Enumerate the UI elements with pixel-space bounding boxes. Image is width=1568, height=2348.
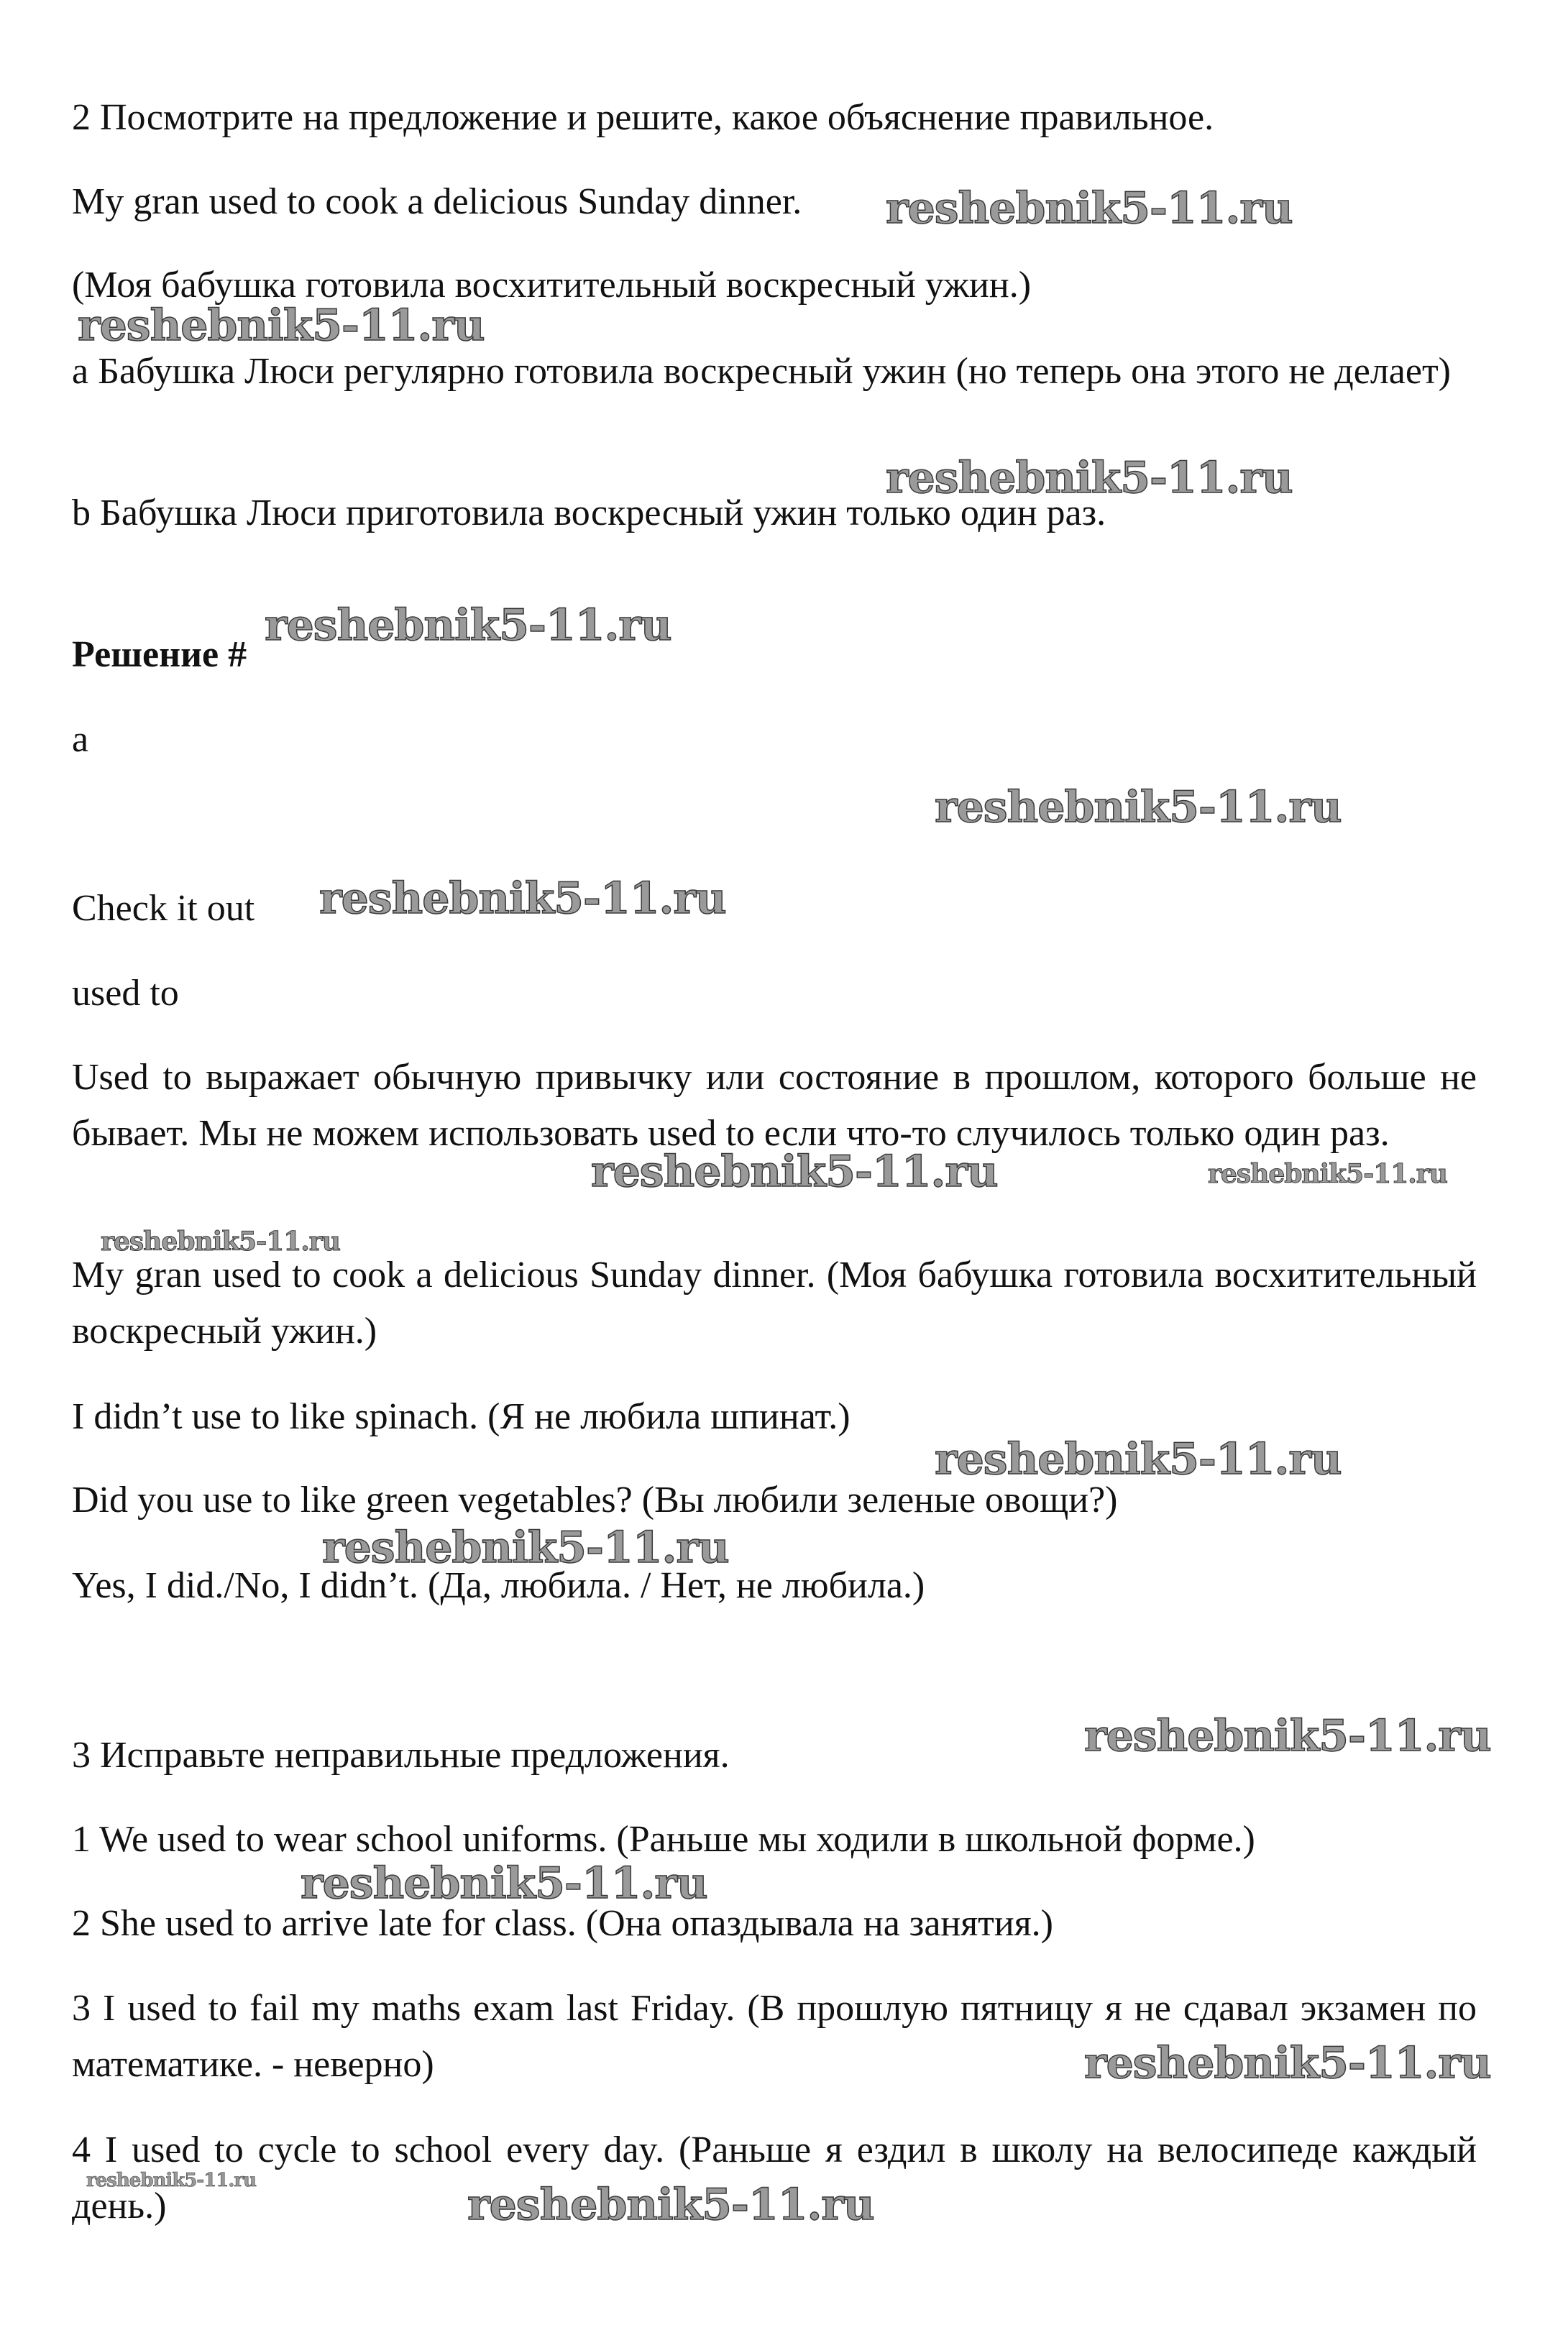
watermark: reshebnik5-11.ru (1084, 2038, 1491, 2088)
task2-option-a: a Бабушка Люси регулярно готовила воскресный ужин (но теперь она этого не делает) (72, 351, 1451, 392)
watermark: reshebnik5-11.ru (1208, 1159, 1447, 1189)
check-it-out-topic: used to (72, 973, 179, 1014)
check-it-out-title: Check it out (72, 888, 255, 929)
watermark: reshebnik5-11.ru (78, 301, 485, 351)
watermark: reshebnik5-11.ru (886, 183, 1293, 234)
solution-answer: a (72, 719, 89, 760)
watermark: reshebnik5-11.ru (101, 1226, 340, 1257)
example-4: Yes, I did./No, I didn’t. (Да, любила. / Нет, не любила.) (72, 1565, 925, 1606)
task2-sentence-ru: (Моя бабушка готовила восхитительный воскресный ужин.) (72, 265, 1032, 306)
watermark: reshebnik5-11.ru (265, 600, 671, 651)
task2-heading: 2 Посмотрите на предложение и решите, какое объяснение правильное. (72, 97, 1214, 138)
task3-item-1: 1 We used to wear school uniforms. (Раньше мы ходили в школьной форме.) (72, 1819, 1255, 1860)
watermark: reshebnik5-11.ru (1084, 1711, 1491, 1761)
watermark: reshebnik5-11.ru (86, 2170, 257, 2191)
task3-heading: 3 Исправьте неправильные предложения. (72, 1735, 730, 1776)
watermark: reshebnik5-11.ru (301, 1858, 707, 1909)
watermark: reshebnik5-11.ru (319, 873, 726, 924)
watermark: reshebnik5-11.ru (467, 2180, 874, 2230)
watermark: reshebnik5-11.ru (886, 453, 1293, 503)
task3-item-4: 4 I used to cycle to school every day. (Раньше я ездил в школу на велосипеде каждый день.) (72, 2129, 1477, 2227)
task3-item-2: 2 She used to arrive late for class. (Она опаздывала на занятия.) (72, 1903, 1053, 1944)
watermark: reshebnik5-11.ru (322, 1523, 729, 1573)
task3-item-3: 3 I used to fail my maths exam last Friday. (В прошлую пятницу я не сдавал экзамен по математике. - неверно) (72, 1988, 1477, 2085)
check-it-out-explanation: Used to выражает обычную привычку или состояние в прошлом, которого больше не бывает. Мы не можем использовать used to если что-то случилось только один раз. (72, 1057, 1477, 1154)
example-3: Did you use to like green vegetables? (Вы любили зеленые овощи?) (72, 1480, 1118, 1521)
solution-label: Решение # (72, 634, 247, 675)
watermark: reshebnik5-11.ru (935, 782, 1342, 833)
example-2: I didn’t use to like spinach. (Я не любила шпинат.) (72, 1396, 851, 1437)
watermark: reshebnik5-11.ru (591, 1147, 998, 1197)
task2-option-b: b Бабушка Люси приготовила воскресный ужин только один раз. (72, 492, 1106, 533)
watermark: reshebnik5-11.ru (935, 1434, 1342, 1485)
example-1: My gran used to cook a delicious Sunday dinner. (Моя бабушка готовила восхитительный воскресный ужин.) (72, 1255, 1477, 1352)
task2-sentence-en: My gran used to cook a delicious Sunday dinner. (72, 181, 802, 222)
